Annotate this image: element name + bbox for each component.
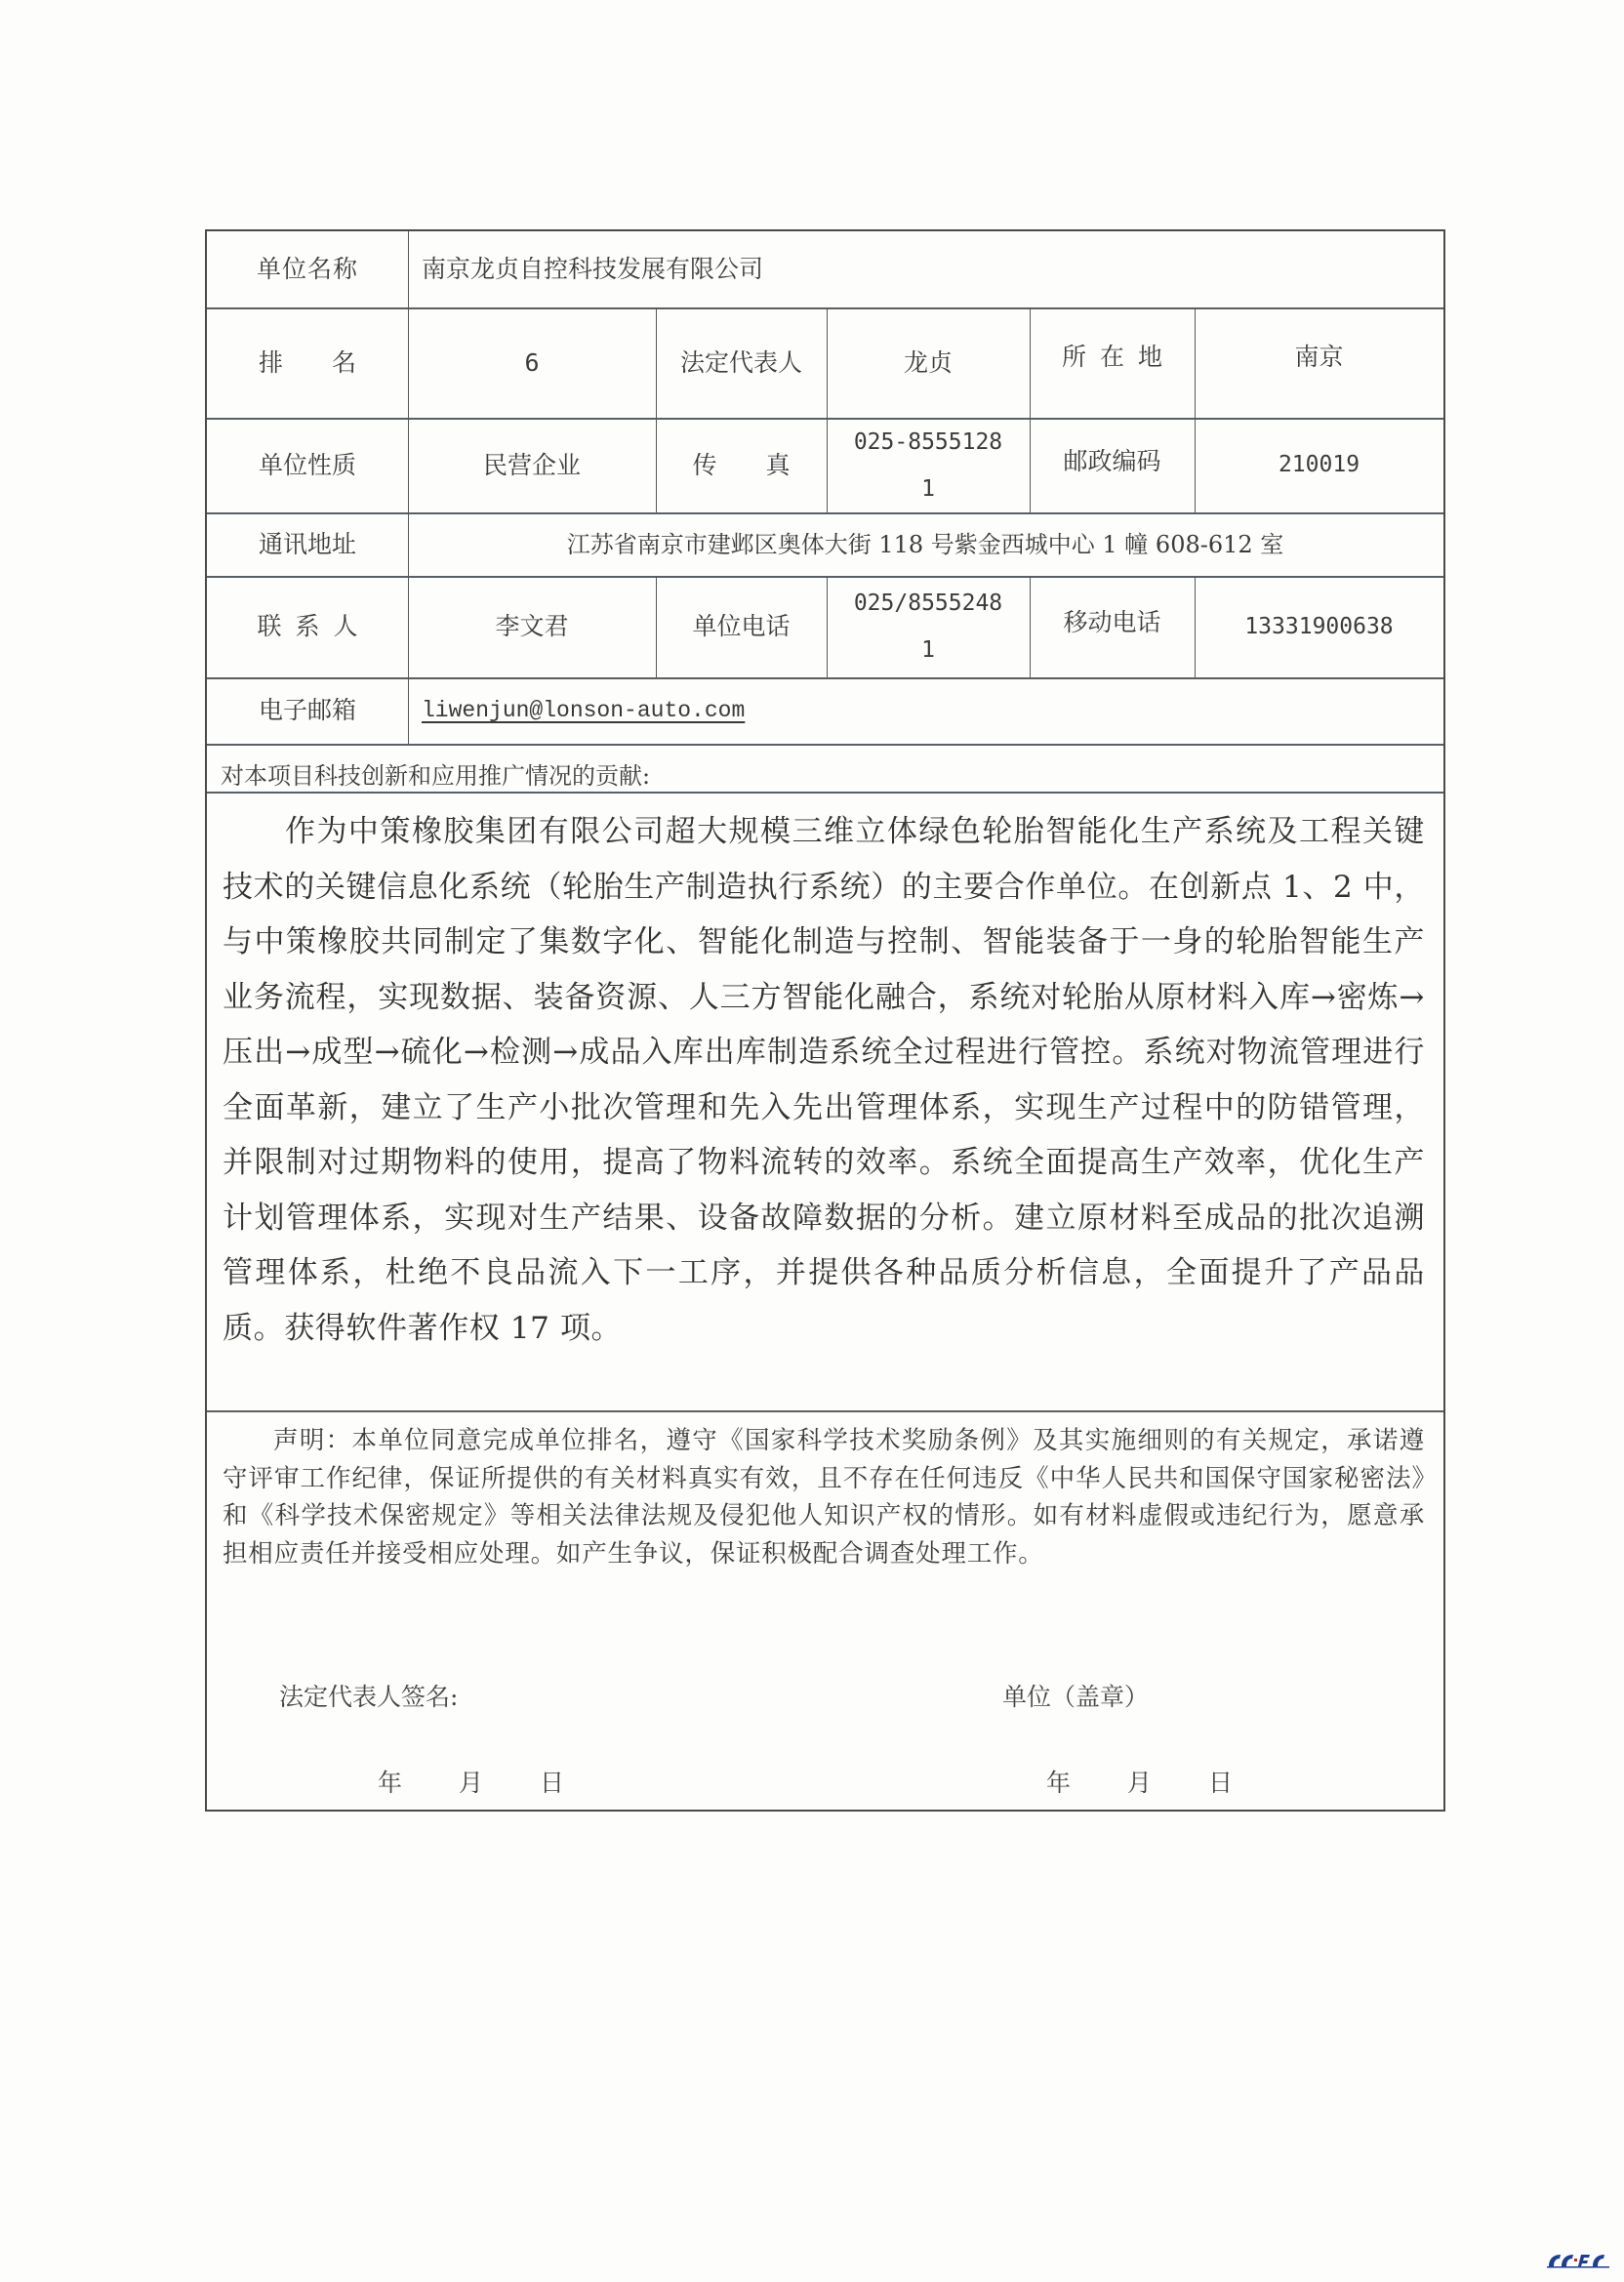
location-label: 所在地 bbox=[1061, 342, 1176, 371]
month-label: 月 bbox=[1127, 1769, 1153, 1797]
signature-date-left bbox=[378, 1764, 621, 1799]
fax-value: 025-8555128 1 bbox=[853, 428, 1003, 502]
unit-name-label: 单位名称 bbox=[256, 255, 358, 284]
month-label: 月 bbox=[459, 1769, 484, 1797]
address-label: 通讯地址 bbox=[258, 529, 356, 558]
row-divider bbox=[207, 1410, 1443, 1412]
mobile-phone-label: 移动电话 bbox=[1063, 608, 1161, 637]
nomination-form-table bbox=[205, 229, 1445, 1812]
legal-rep-value: 龙贞 bbox=[903, 347, 953, 377]
rank-value: 6 bbox=[524, 347, 540, 377]
legal-rep-label: 法定代表人 bbox=[679, 347, 802, 377]
year-label: 年 bbox=[378, 1769, 403, 1797]
unit-seal-label: 单位（盖章） bbox=[1002, 1683, 1150, 1711]
row-divider bbox=[207, 792, 1443, 794]
mobile-phone-value: 13331900638 bbox=[1244, 613, 1394, 639]
ccfc-logo-icon bbox=[1547, 2253, 1609, 2268]
rank-label: 排 名 bbox=[258, 347, 356, 377]
office-phone-label: 单位电话 bbox=[692, 612, 791, 641]
postal-code-label: 邮政编码 bbox=[1063, 446, 1161, 475]
unit-nature-label: 单位性质 bbox=[258, 450, 356, 479]
day-label: 日 bbox=[1208, 1769, 1234, 1797]
email-label: 电子邮箱 bbox=[258, 696, 356, 725]
row-divider bbox=[207, 744, 1443, 746]
contribution-section-title: 对本项目科技创新和应用推广情况的贡献: bbox=[221, 762, 651, 790]
address-value: 江苏省南京市建邺区奥体大街 118 号紫金西城中心 1 幢 608-612 室 bbox=[566, 530, 1284, 558]
office-phone-value: 025/8555248 1 bbox=[853, 591, 1003, 663]
contact-person-label: 联系人 bbox=[257, 612, 372, 641]
unit-nature-value: 民营企业 bbox=[482, 450, 581, 479]
declaration-text: 声明：本单位同意完成单位排名，遵守《国家科学技术奖励条例》及其实施细则的有关规定，承诺遵守评审工作纪律，保证所提供的有关材料真实有效，且不存在任何违反《中华人民共和国保守国家秘密法》和《科学技术保密规定》等相关法律法规及侵犯他人知识产权的情形。如有材料虚假或违纪行为，愿意承担相应责任并接受相应处理。如产生争议，保证积极配合调查处理工作。 bbox=[223, 1426, 1425, 1569]
email-link[interactable]: liwenjun@lonson-auto.com bbox=[422, 697, 746, 723]
contact-person-value: 李文君 bbox=[495, 612, 569, 641]
contribution-text: 作为中策橡胶集团有限公司超大规模三维立体绿色轮胎智能化生产系统及工程关键技术的关键信息化系统（轮胎生产制造执行系统）的主要合作单位。在创新点 1、2 中，与中策橡胶共同制定了集数字化、智能化制造与控制、智能装备于一身的轮胎智能生产业务流程，实现数据、装备资源、人三方智能化融合，系统对轮胎从原材料入库→密炼→压出→成型→硫化→检测→成品入库出库制造系统全过程进行管控。系统对物流管理进行全面革新，建立了生产小批次管理和先入先出管理体系，实现生产过程中的防错管理，并限制对过期物料的使用，提高了物料流转的效率。系统全面提高生产效率，优化生产计划管理体系，实现对生产结果、设备故障数据的分析。建立原材料至成品的批次追溯管理体系，杜绝不良品流入下一工序，并提供各种品质分析信息，全面提升了产品品质。获得软件著作权 17 项。 bbox=[223, 814, 1425, 1346]
year-label: 年 bbox=[1046, 1769, 1072, 1797]
legal-rep-signature-label: 法定代表人签名: bbox=[279, 1683, 459, 1711]
postal-code-value: 210019 bbox=[1278, 452, 1360, 478]
unit-name-value: 南京龙贞自控科技发展有限公司 bbox=[422, 255, 764, 284]
signature-date-right bbox=[1046, 1764, 1289, 1799]
location-value: 南京 bbox=[1294, 342, 1344, 371]
email-cell bbox=[408, 677, 1442, 744]
fax-label: 传 真 bbox=[692, 450, 791, 479]
day-label: 日 bbox=[540, 1769, 565, 1797]
